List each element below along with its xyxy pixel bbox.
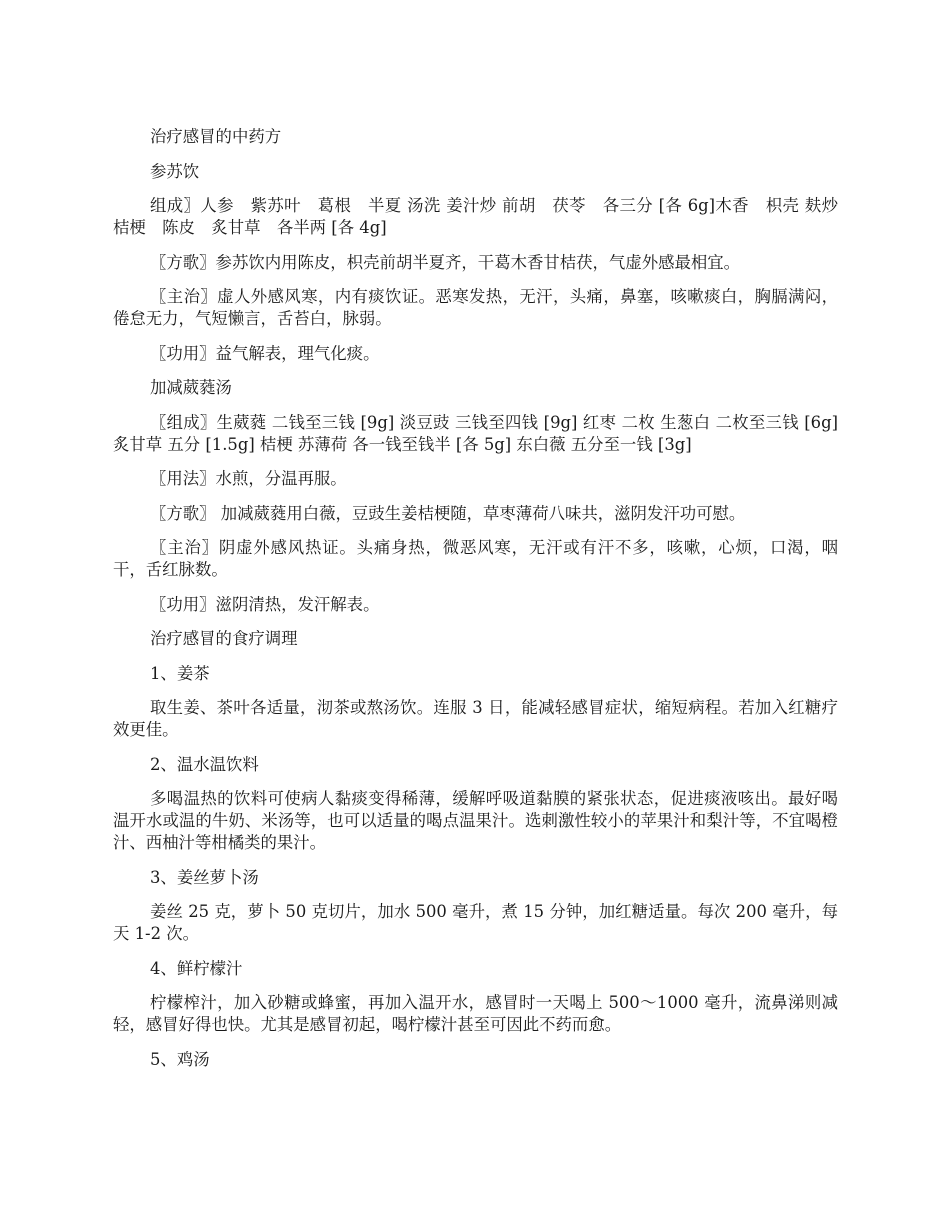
shensu-yin-formula-song: 〖方歌〗参苏饮内用陈皮，枳壳前胡半夏齐，干葛木香甘桔茯，气虚外感最相宜。 (150, 252, 741, 272)
document-body (113, 126, 855, 1083)
lemon-juice-text: 柠檬榨汁，加入砂糖或蜂蜜，再加入温开水，感冒时一天喝上 500～1000 毫升，流鼻涕则减轻，感冒好得也快。尤其是感冒初起，喝柠檬汁甚至可因此不药而愈。 (113, 993, 838, 1034)
weirui-tang-formula-song: 〖方歌〗 加减葳蕤用白薇，豆豉生姜桔梗随，草枣薄荷八味共，滋阴发汗功可慰。 (150, 503, 746, 523)
section-heading-cold-herbal-prescriptions: 治疗感冒的中药方 (150, 127, 282, 146)
item-title-ginger-tea: 1、姜茶 (150, 663, 210, 683)
prescription-title-shensu-yin: 参苏饮 (150, 161, 200, 181)
weirui-tang-composition: 〖组成〗生葳蕤 二钱至三钱 [9g] 淡豆豉 三钱至四钱 [9g] 红枣 二枚 生葱白 二枚至三钱 [6g] 炙甘草 五分 [1.5g] 桔梗 苏薄荷 各一钱至钱半 [各 5g] 东白薇 五分至一钱 [3g] (113, 412, 838, 454)
weirui-tang-indications: 〖主治〗阴虚外感风热证。头痛身热，微恶风寒，无汗或有汗不多，咳嗽，心烦，口渴，咽干，舌红脉数。 (113, 538, 838, 579)
shensu-yin-indications: 〖主治〗虚人外感风寒，内有痰饮证。恶寒发热，无汗，头痛，鼻塞，咳嗽痰白，胸膈满闷，倦怠无力，气短懒言，舌苔白，脉弱。 (113, 287, 838, 328)
ginger-radish-soup-text: 姜丝 25 克，萝卜 50 克切片，加水 500 毫升，煮 15 分钟，加红糖适量。每次 200 毫升，每天 1-2 次。 (113, 902, 838, 943)
warm-drinks-text: 多喝温热的饮料可使病人黏痰变得稀薄，缓解呼吸道黏膜的紧张状态，促进痰液咳出。最好喝温开水或温的牛奶、米汤等，也可以适量的喝点温果汁。选刺激性较小的苹果汁和梨汁等，不宜喝橙汁、西柚汁等柑橘类的果汁。 (113, 789, 838, 852)
item-title-chicken-soup: 5、鸡汤 (150, 1049, 210, 1069)
item-title-lemon-juice: 4、鲜柠檬汁 (150, 958, 243, 978)
item-title-warm-drinks: 2、温水温饮料 (150, 754, 259, 774)
item-title-ginger-radish-soup: 3、姜丝萝卜汤 (150, 867, 259, 887)
shensu-yin-composition: 组成〗人参 紫苏叶 葛根 半夏 汤洗 姜汁炒 前胡 茯苓 各三分 [各 6g]木香 枳壳 麸炒 桔梗 陈皮 炙甘草 各半两 [各 4g] (113, 196, 855, 237)
ginger-tea-text: 取生姜、茶叶各适量，沏茶或熬汤饮。连服 3 日，能减轻感冒症状，缩短病程。若加入红糖疗效更佳。 (113, 698, 838, 739)
weirui-tang-effects: 〖功用〗滋阴清热，发汗解表。 (150, 594, 380, 614)
weirui-tang-usage: 〖用法〗水煎，分温再服。 (150, 469, 347, 488)
prescription-title-weirui-tang: 加减葳蕤汤 (150, 378, 232, 397)
shensu-yin-effects: 〖功用〗益气解表，理气化痰。 (150, 343, 380, 363)
section-heading-diet-therapy: 治疗感冒的食疗调理 (150, 629, 298, 648)
